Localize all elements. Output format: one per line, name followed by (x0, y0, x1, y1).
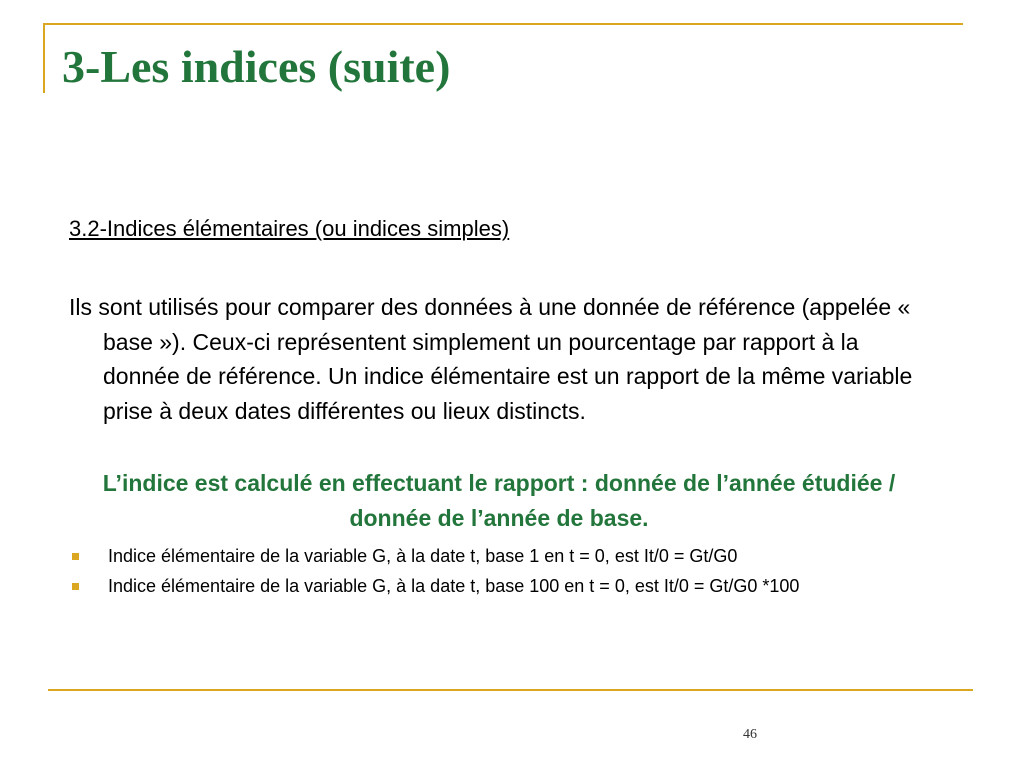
left-rule (43, 23, 45, 93)
body-paragraph: Ils sont utilisés pour comparer des données à une donnée de référence (appelée « base »). Ceux-ci représentent simplement un pourcentage par rapport à la donnée de référence. Un indice élémentaire est un rapport de la même variable prise à deux dates différentes ou lieux distincts. (69, 294, 913, 424)
bullet-list (69, 542, 929, 602)
top-rule (43, 23, 963, 25)
square-bullet-icon (72, 583, 79, 590)
bullet-item (69, 572, 929, 600)
formula-emphasis: L’indice est calculé en effectuant le rapport : donnée de l’année étudiée / donnée de l’année de base. (102, 470, 896, 531)
bottom-rule (48, 689, 973, 691)
square-bullet-icon (72, 553, 79, 560)
bullet-item (69, 542, 929, 570)
slide-title: 3-Les indices (suite) (62, 41, 451, 92)
section-subheading: 3.2-Indices élémentaires (ou indices simples) (69, 216, 510, 241)
page-number: 46 (743, 727, 757, 742)
bullet-text: Indice élémentaire de la variable G, à la date t, base 1 en t = 0, est It/0 = Gt/G0 (108, 546, 738, 566)
bullet-text: Indice élémentaire de la variable G, à la date t, base 100 en t = 0, est It/0 = Gt/G0 *100 (108, 576, 800, 596)
